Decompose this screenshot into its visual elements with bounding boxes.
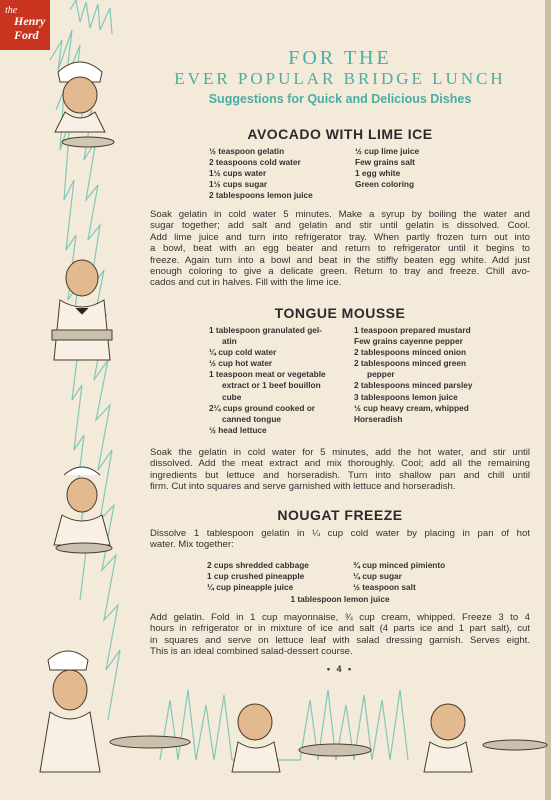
ingredient: 2 tablespoons lemon juice [209,190,313,201]
ingredient: ½ head lettuce [209,424,267,435]
ingredient: 2 tablespoons minced green [354,358,467,369]
nougat-intro [150,528,530,551]
ingredient: ½ cup lime juice [355,146,420,156]
ingredient: 1 egg white [355,168,401,179]
ingredient: ½ teaspoon salt [353,582,416,593]
ingredient: ¼ cup pineapple juice [207,582,294,593]
text-line: dissolved. Add the meat extract and mix thoroughly. Cool; add all the remaining [150,458,530,470]
ingredient: 2¼ cups ground cooked or [209,402,316,413]
text-line: Soak gelatin in cold water 5 minutes. Make a syrup by boiling the water and [150,209,530,220]
tongue-directions [150,447,530,493]
ingredient: 2 tablespoons minced onion [354,347,467,358]
ingredient: extract or 1 beef bouillon [222,380,321,391]
page-number: • 4 • [326,664,354,674]
header-subtitle: Suggestions for Quick and Delicious Dishes [208,92,472,106]
ingredient: Few grains salt [355,157,415,168]
ingredient: 1 cup crushed pineapple [207,571,305,582]
ingredient: 1½ cups water [209,168,267,179]
flame-border-top [70,0,112,34]
ingredient: 1½ cups sugar [209,179,268,190]
ingredient: Few grains cayenne pepper [354,336,463,347]
henry-ford-logo [0,0,50,50]
tongue-ingredients-right [354,325,473,425]
waitress-figure [54,467,112,553]
text-line: in squares and serve on lettuce leaf with salad dressing garnish. Serves eight. [150,634,530,646]
avocado-directions [150,209,530,289]
text-line: hours in refrigerator or in mixture of ice and salt (4 parts ice and 1 part salt), cut [150,623,530,635]
nougat-title: NOUGAT FREEZE [277,507,403,523]
logo-ford: Ford [14,28,39,42]
text-line: Soak the gelatin in cold water for 5 minutes, add the hot water, and stir until [150,447,530,458]
avocado-ingredients-left [209,146,313,201]
text-line: cados and cut in halves. Fill with the lime ice. [150,277,342,289]
logo-henry: Henry [14,14,46,28]
text-line: a bowl, beat with an egg beater and return to refrigerator until it begins to [150,243,530,255]
ingredient: cube [222,391,242,402]
text-line: freeze. Again turn into a bowl and beat in the stiffly beaten egg white. Add just [150,254,530,266]
ingredient: 1 tablespoon granulated gel- [209,325,322,335]
avocado-title: AVOCADO WITH LIME ICE [247,126,433,142]
ingredient: ½ cup hot water [209,358,273,369]
nougat-directions [150,612,530,658]
ingredient: 2 cups shredded cabbage [207,560,309,570]
ingredient: 1 teaspoon meat or vegetable [209,369,326,380]
ingredient: Horseradish [354,413,403,424]
tongue-title: TONGUE MOUSSE [274,305,406,321]
ingredient: atin [222,336,237,347]
avocado-ingredients-right [355,146,419,190]
text-line: water. Mix together: [150,539,234,551]
nougat-ingredient-center: 1 tablespoon lemon juice [290,594,390,604]
logo-the: the [5,5,18,16]
chef-figure [55,62,114,147]
ingredient: 1 teaspoon prepared mustard [354,325,471,335]
text-line: sugar together; add salt and gelatin and stir until gelatin is dissolved. Cool. [150,220,530,232]
ingredient: 3 tablespoons lemon juice [354,391,458,402]
ingredient: ½ teaspoon gelatin [209,146,285,156]
ingredient: pepper [367,369,395,380]
ingredient: ½ cup heavy cream, whipped [354,402,469,413]
text-line: Dissolve 1 tablespoon gelatin in ¼ cup cold water by placing in pan of hot [150,528,530,539]
text-line: Add lime juice and turn into refrigerator tray. When partly frozen turn out into [150,231,530,243]
ingredient: 2 tablespoons minced parsley [354,380,473,391]
header-line-1: FOR THE [288,47,392,69]
ingredient: ¼ cup sugar [353,571,402,582]
ingredient: ¾ cup minced pimiento [353,560,446,570]
nougat-ingredients-left [207,560,309,593]
text-line: firm. Cut into squares and serve garnished with lettuce and horseradish. [150,481,456,493]
text-line: ingredients but lettuce and horseradish. Turn into shallow pan and chill until [150,469,530,481]
header-line-2: EVER POPULAR BRIDGE LUNCH [174,69,506,88]
text-line: enough coloring to give a delicate green. Return to tray and freeze. Chill avo- [150,266,530,278]
tongue-ingredients-left [209,325,326,436]
ingredient: ¼ cup cold water [209,347,277,358]
text-line: This is an ideal combined salad-dessert course. [150,646,353,658]
text-line: Add gelatin. Fold in 1 cup mayonnaise, ¾ cup cream, whipped. Freeze 3 to 4 [150,612,530,623]
ingredient: 2 teaspoons cold water [209,157,301,168]
ingredient: canned tongue [222,413,282,424]
ingredient: Green coloring [355,179,415,190]
nougat-ingredients-right [353,560,445,593]
